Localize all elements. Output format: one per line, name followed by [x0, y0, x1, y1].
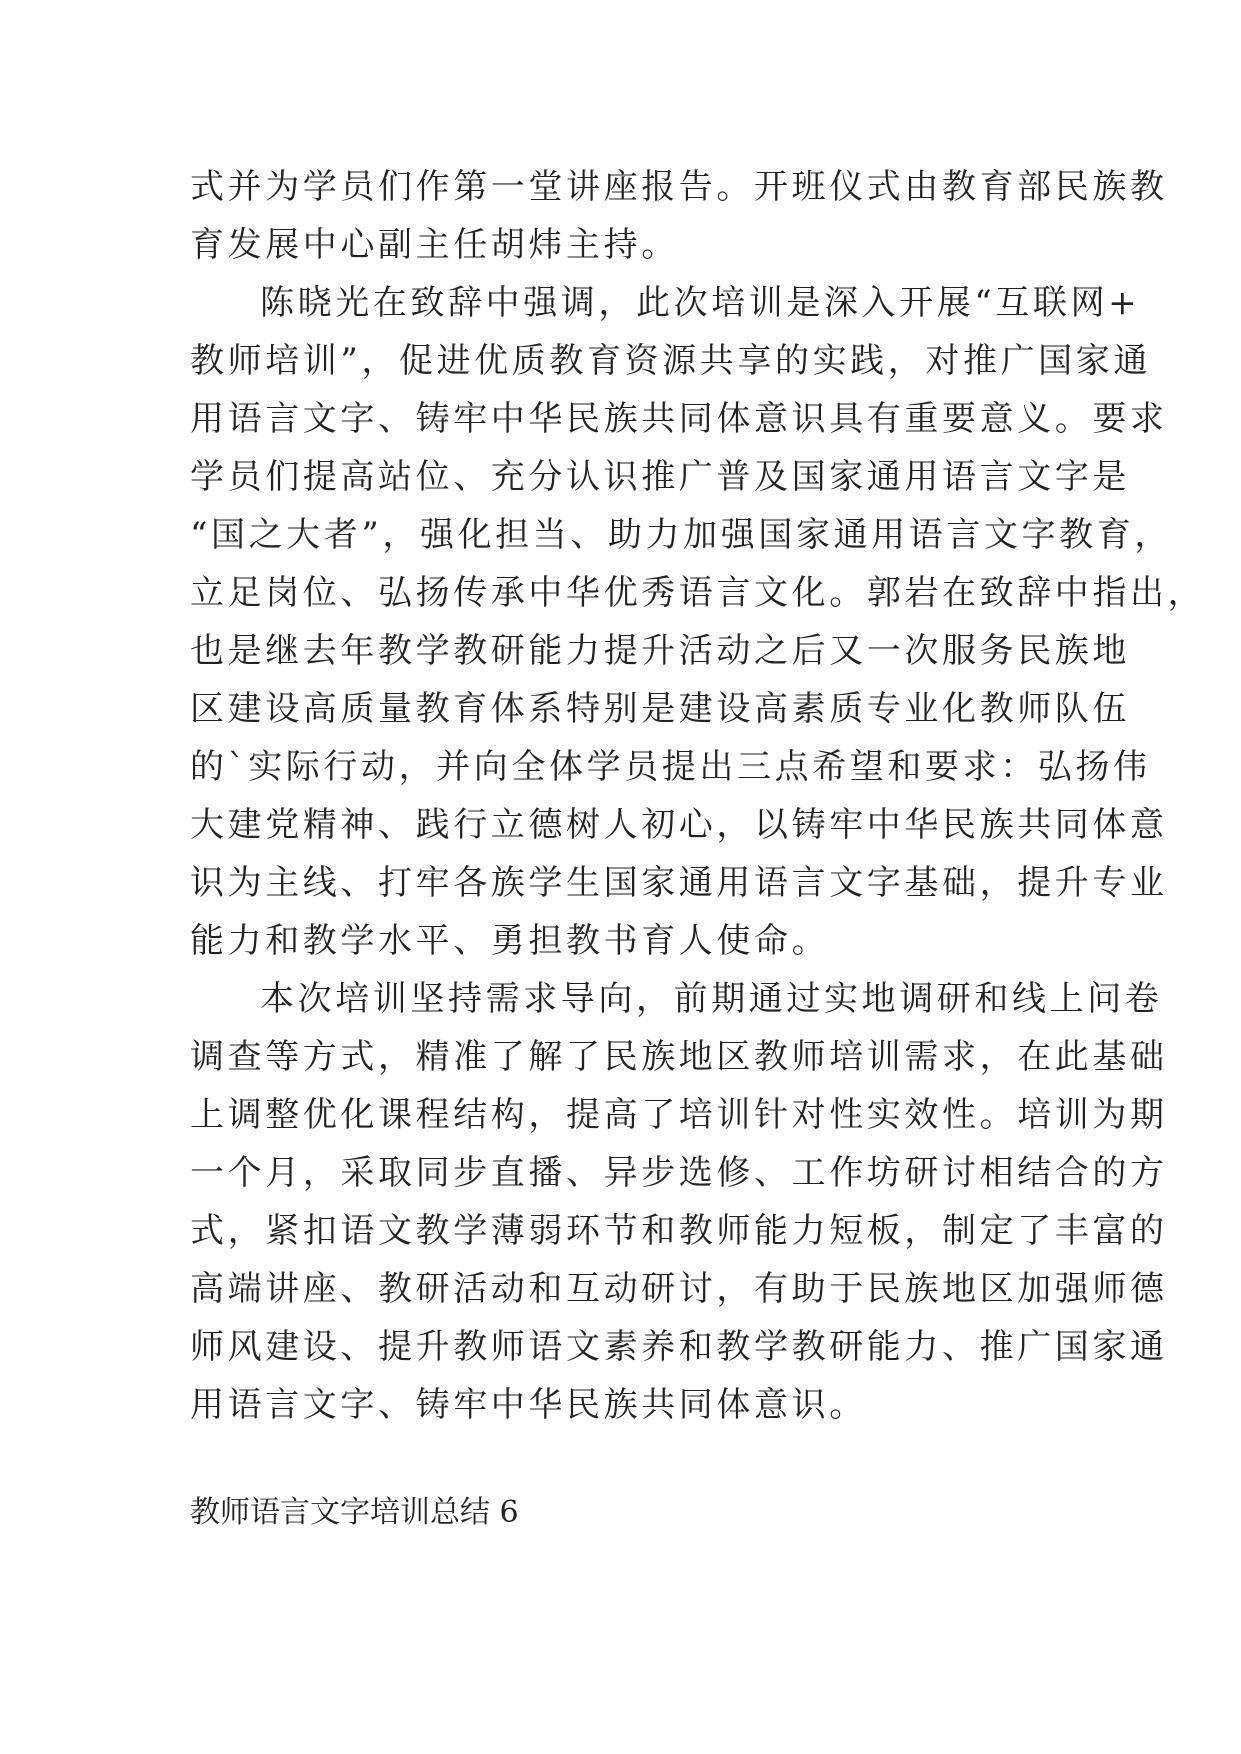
text-line: 区建设高质量教育体系特别是建设高素质专业化教师队伍: [190, 689, 1130, 729]
text-line: 上调整优化课程结构，提高了培训针对性实效性。培训为期: [190, 1095, 1168, 1135]
text-line: 大建党精神、践行立德树人初心，以铸牢中华民族共同体意: [190, 805, 1168, 845]
text-line: 调查等方式，精准了解了民族地区教师培训需求，在此基础: [190, 1037, 1168, 1077]
paragraph: [190, 274, 1206, 970]
text-line: 也是继去年教学教研能力提升活动之后又一次服务民族地: [190, 631, 1130, 671]
text-line: 能力和教学水平、勇担教书育人使命。: [190, 921, 830, 961]
text-line: 式并为学员们作第一堂讲座报告。开班仪式由教育部民族教: [190, 167, 1168, 207]
paragraph: [190, 970, 1168, 1434]
text-line: 教师培训”，促进优质教育资源共享的实践，对推广国家通: [190, 341, 1151, 381]
document-body: [190, 158, 1206, 1434]
text-line: 师风建设、提升教师语文素养和教学教研能力、推广国家通: [190, 1327, 1168, 1367]
text-line: 育发展中心副主任胡炜主持。: [190, 225, 679, 265]
text-line: 立足岗位、弘扬传承中华优秀语言文化。郭岩在致辞中指出，: [190, 573, 1206, 613]
text-line: 式，紧扣语文教学薄弱环节和教师能力短板，制定了丰富的: [190, 1211, 1168, 1251]
text-line: 学员们提高站位、充分认识推广普及国家通用语言文字是: [190, 457, 1130, 497]
text-line: 识为主线、打牢各族学生国家通用语言文字基础，提升专业: [190, 863, 1168, 903]
paragraph: [190, 158, 1168, 274]
text-line: 高端讲座、教研活动和互动研讨，有助于民族地区加强师德: [190, 1269, 1168, 1309]
text-line: “国之大者”，强化担当、助力加强国家通用语言文字教育，: [190, 515, 1172, 555]
text-line: 的`实际行动，并向全体学员提出三点希望和要求：弘扬伟: [190, 747, 1151, 787]
text-line: 一个月，采取同步直播、异步选修、工作坊研讨相结合的方: [190, 1153, 1168, 1193]
text-line: 陈晓光在致辞中强调，此次培训是深入开展“互联网+: [260, 283, 1141, 323]
text-line: 用语言文字、铸牢中华民族共同体意识。: [190, 1385, 867, 1425]
text-line: 本次培训坚持需求导向，前期通过实地调研和线上问卷: [260, 979, 1163, 1019]
section-heading: 教师语言文字培训总结 6: [190, 1495, 519, 1530]
text-line: 用语言文字、铸牢中华民族共同体意识具有重要意义。要求: [190, 399, 1168, 439]
